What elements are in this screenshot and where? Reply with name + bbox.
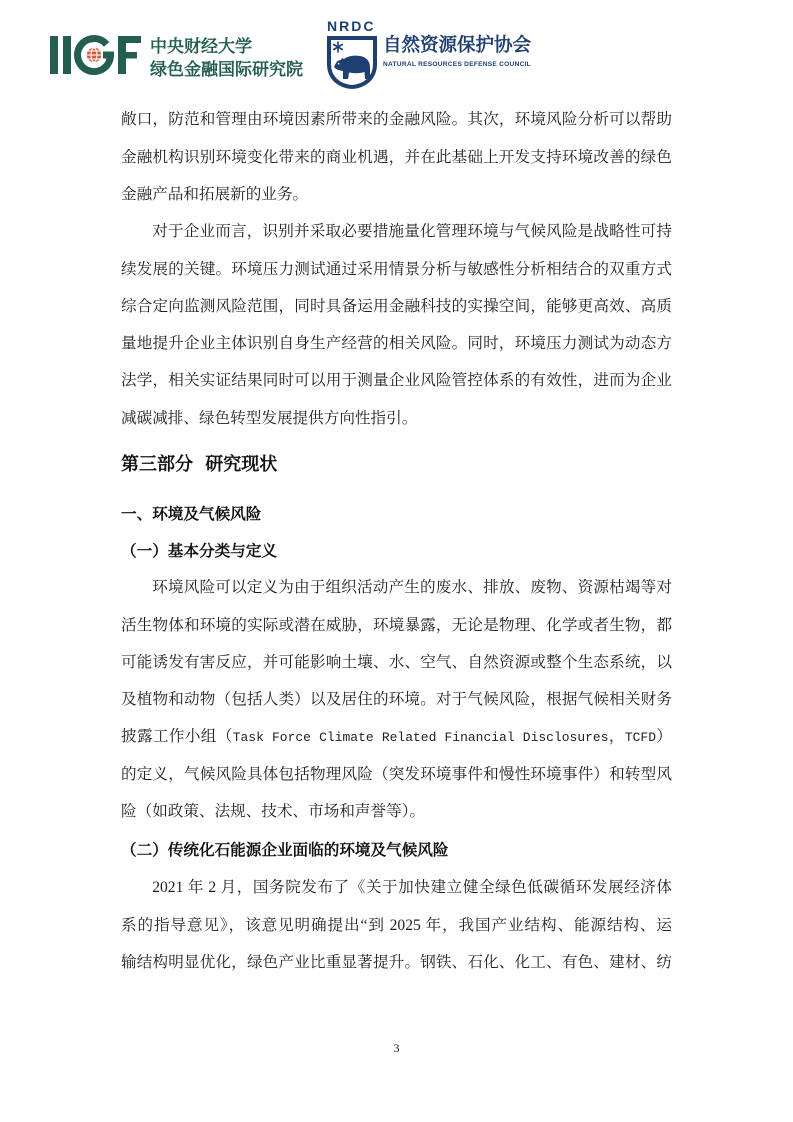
text-line: 法学，相关实证结果同时可以用于测量企业风险管控体系的有效性，进而为企业	[121, 372, 672, 390]
page-number: 3	[393, 1041, 400, 1055]
nrdc-name-english: NATURAL RESOURCES DEFENSE COUNCIL	[383, 61, 531, 68]
iigf-name-line1: 中央财经大学	[150, 37, 252, 57]
body-paragraph	[121, 569, 672, 830]
page-header	[0, 0, 793, 95]
text-line: 的定义，气候风险具体包括物理风险（突发环境事件和慢性环境事件）和转型风	[121, 765, 672, 783]
iigf-letter-i	[63, 36, 71, 74]
nrdc-name-chinese: 自然资源保护协会	[383, 35, 532, 56]
text-line: 披露工作小组（Task Force Climate Related Financial Disclosures，TCFD）	[121, 728, 672, 746]
subsection-heading: （一）基本分类与定义	[121, 542, 277, 560]
text-line: 金融产品和拓展新的业务。	[121, 185, 309, 203]
globe-icon	[78, 39, 111, 72]
text-line: 量地提升企业主体识别自身生产经营的相关风险。同时，环境压力测试为动态方	[121, 335, 672, 353]
iigf-name-line2: 绿色金融国际研究院	[150, 60, 303, 80]
text-line: 续发展的关键。环境压力测试通过采用情景分析与敏感性分析相结合的双重方式	[121, 260, 672, 278]
text-line: 2021 年 2 月，国务院发布了《关于加快建立健全绿色低碳循环发展经济体	[152, 879, 672, 897]
text-line: 及植物和动物（包括人类）以及居住的环境。对于气候风险，根据气候相关财务	[121, 691, 672, 709]
text-line: 系的指导意见》，该意见明确提出“到 2025 年，我国产业结构、能源结构、运	[121, 916, 672, 934]
text-line: 输结构明显优化，绿色产业比重显著提升。钢铁、石化、化工、有色、建材、纺	[121, 953, 672, 971]
body-paragraph	[121, 213, 672, 437]
nrdc-shield-logo	[326, 35, 378, 89]
body-paragraph	[121, 101, 672, 213]
text-line: 敞口，防范和管理由环境因素所带来的金融风险。其次，环境风险分析可以帮助	[121, 111, 672, 129]
text-line: 对于企业而言，识别并采取必要措施量化管理环境与气候风险是战略性可持	[152, 223, 672, 241]
section-heading: 一、环境及气候风险	[121, 505, 262, 523]
iigf-letter-f	[118, 36, 141, 74]
text-line: 减碳减排、绿色转型发展提供方向性指引。	[121, 409, 418, 427]
nrdc-wordmark: NRDC	[327, 18, 376, 34]
iigf-logo	[48, 33, 142, 77]
body-paragraph	[121, 869, 672, 981]
text-line: 险（如政策、法规、技术、市场和声誉等）。	[121, 803, 426, 821]
text-line: 金融机构识别环境变化带来的商业机遇，并在此基础上开发支持环境改善的绿色	[121, 148, 672, 166]
text-line: 环境风险可以定义为由于组织活动产生的废水、排放、废物、资源枯竭等对	[152, 579, 672, 597]
iigf-letter-i	[50, 36, 58, 74]
part-heading: 第三部分 研究现状	[121, 454, 278, 475]
subsection-heading: （二）传统化石能源企业面临的环境及气候风险	[121, 841, 449, 859]
text-line: 活生物体和环境的实际或潜在威胁，环境暴露，无论是物理、化学或者生物，都	[121, 616, 672, 634]
text-line: 综合定向监测风险范围，同时具备运用金融科技的实操空间，能够更高效、高质	[121, 297, 672, 315]
latin-text: TCFD	[624, 730, 657, 746]
text-line: 可能诱发有害反应，并可能影响土壤、水、空气、自然资源或整个生态系统，以	[121, 653, 672, 671]
latin-text: Task Force Climate Related Financial Disclosures	[232, 730, 609, 746]
